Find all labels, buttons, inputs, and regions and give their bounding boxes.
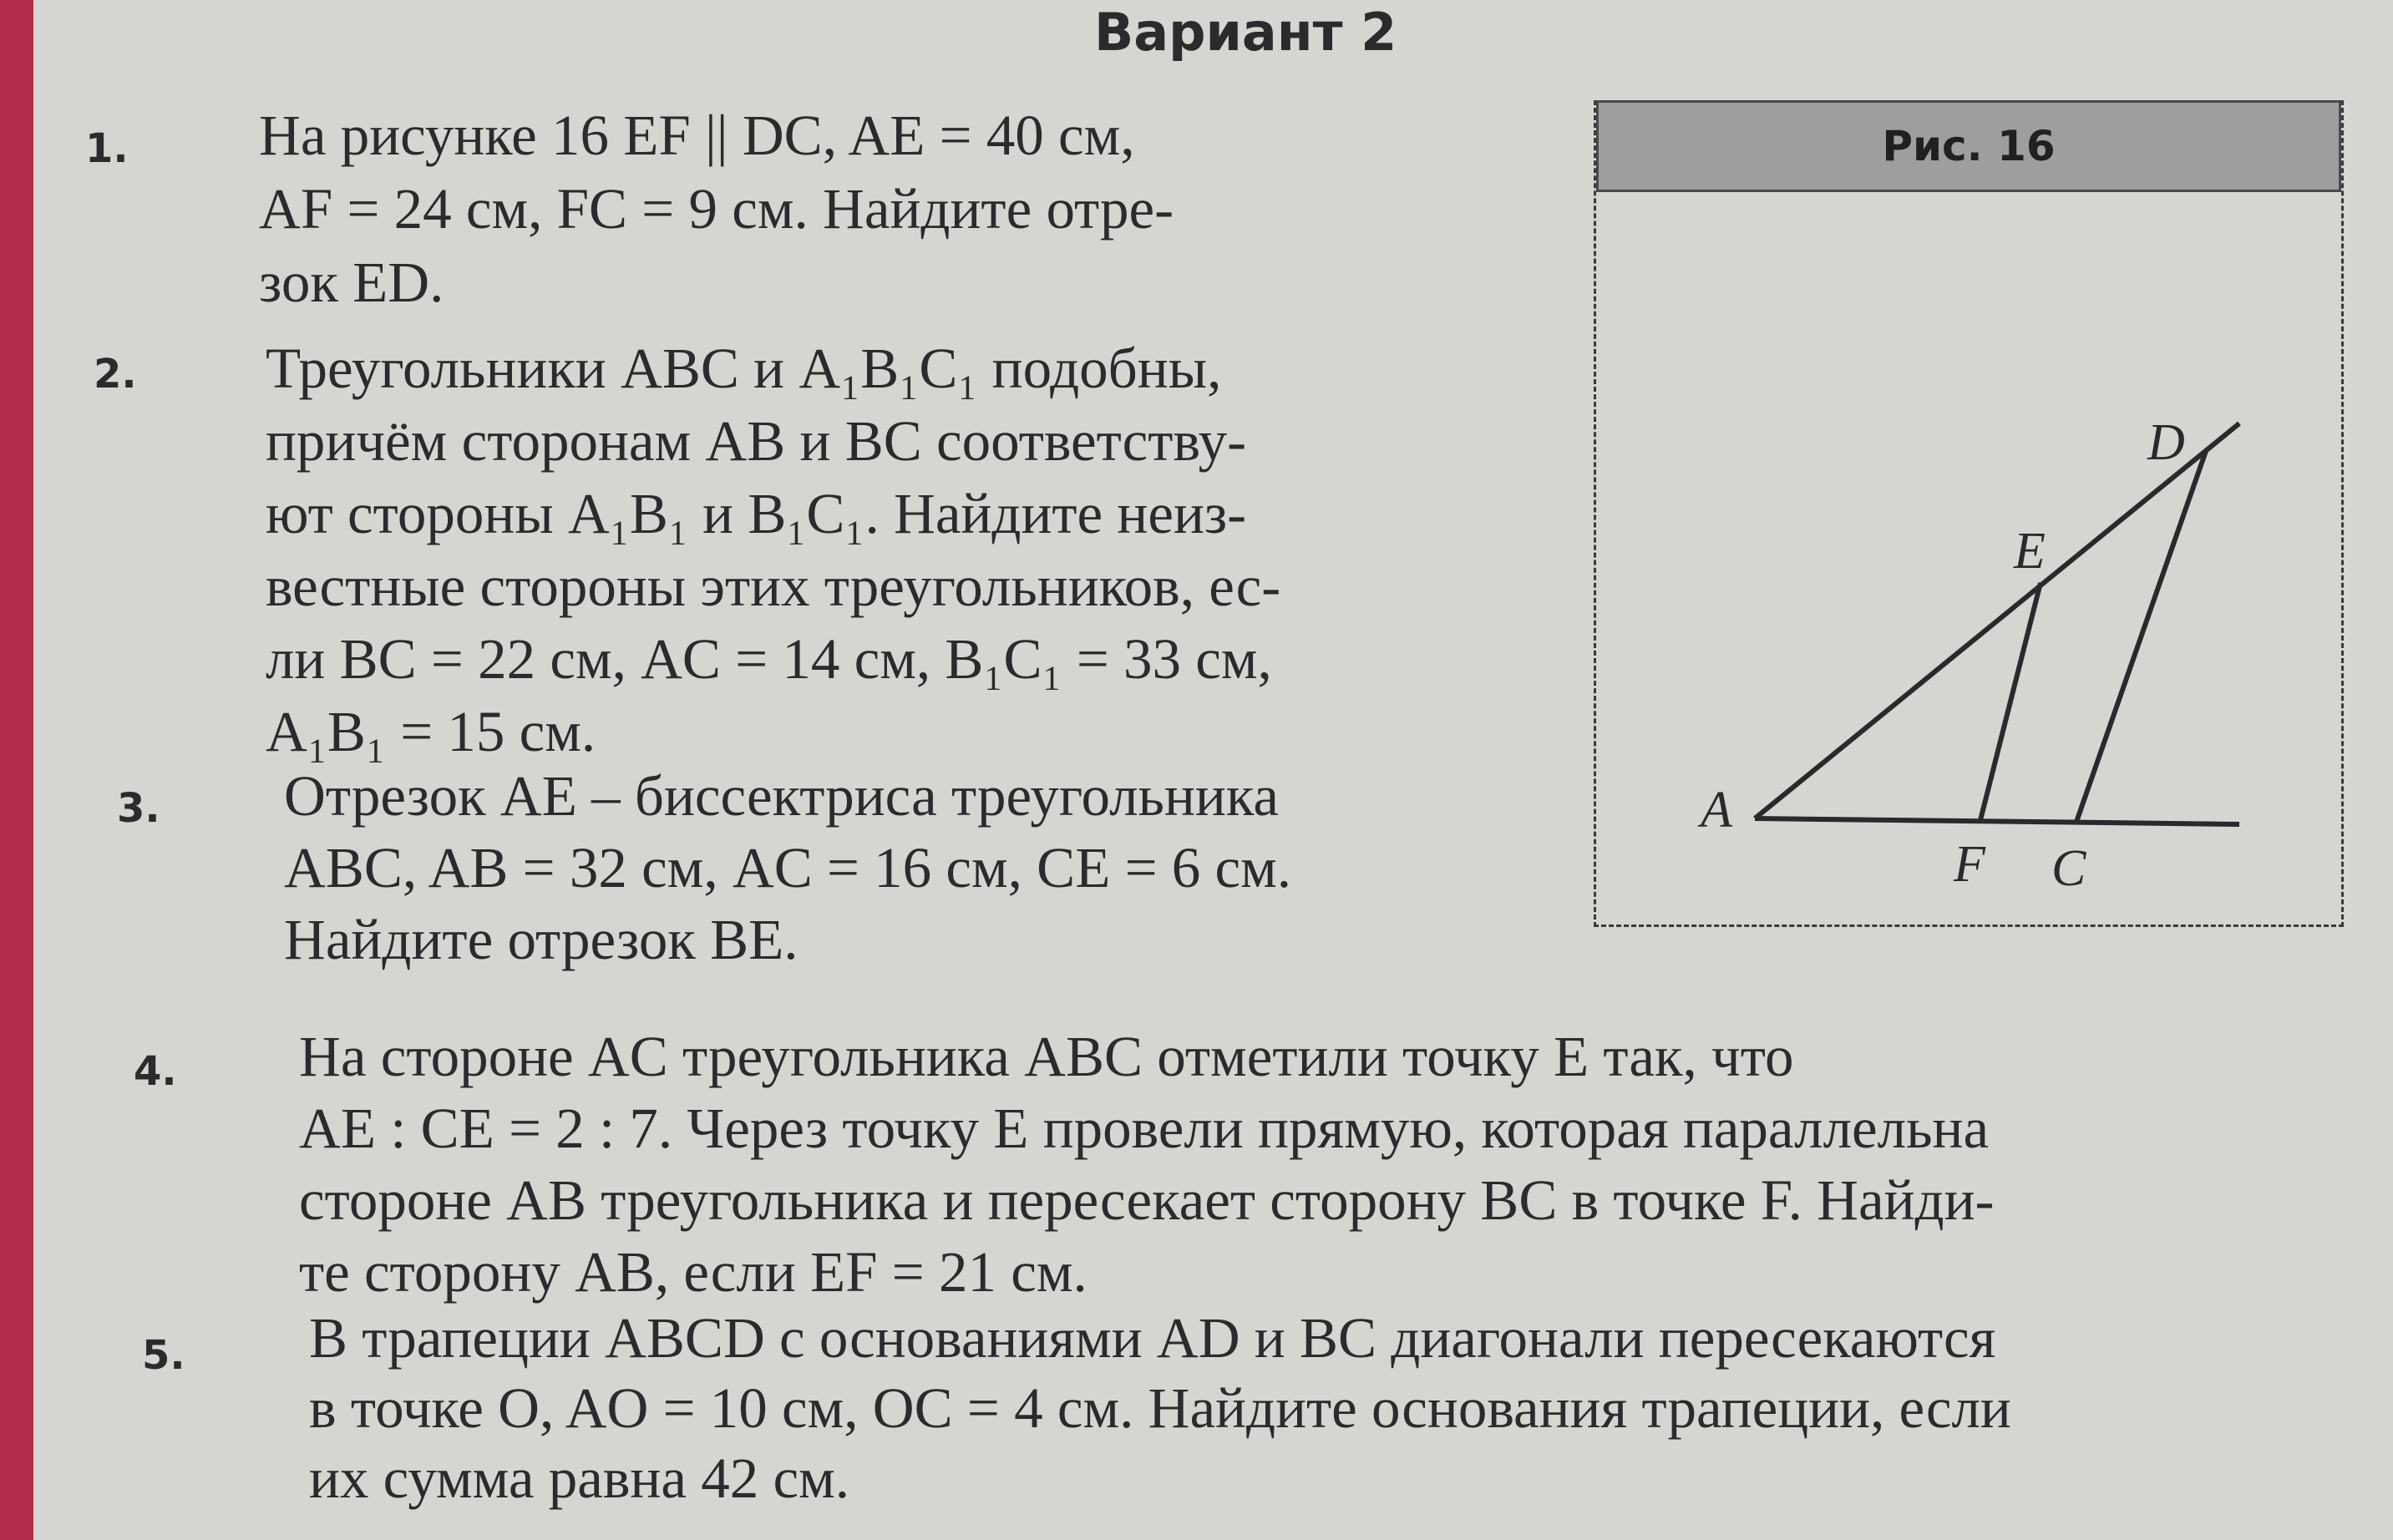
geometry-diagram [1596, 192, 2341, 919]
problem-1-number: 1. [85, 125, 129, 172]
point-label-d: D [2147, 414, 2185, 471]
problem-2-line: вестные стороны этих треугольников, ес- [266, 555, 1281, 618]
segment-ef [1980, 583, 2041, 820]
point-label-c: C [2051, 840, 2086, 897]
figure-16 [1594, 100, 2344, 927]
problem-3-number: 3. [117, 785, 160, 832]
problem-3-line: Отрезок AE – биссектриса треугольника [284, 764, 1279, 828]
point-label-e: E [2014, 523, 2046, 580]
problem-4-line: На стороне AC треугольника ABC отметили точку E так, что [299, 1025, 1794, 1088]
problem-5-text [309, 1303, 2364, 1513]
problem-5-number: 5. [142, 1332, 185, 1379]
problem-4-line: стороне AB треугольника и пересекает сторону BC в точке F. Найди- [299, 1168, 1995, 1232]
variant-heading: Вариант 2 [1094, 2, 1397, 63]
figure-caption: Рис. 16 [1596, 100, 2341, 192]
problem-2-line: причём сторонам AB и BC соответству- [266, 409, 1247, 473]
problem-4-text [299, 1021, 2362, 1308]
point-label-f: F [1954, 836, 1985, 893]
problem-2-line: Треугольники ABC и A₁B₁C₁ подобны, [266, 337, 1222, 400]
problem-4-line: те сторону AB, если EF = 21 см. [299, 1240, 1087, 1304]
problem-2-number: 2. [94, 351, 137, 398]
problem-5-line: В трапеции ABCD с основаниями AD и BC диагонали пересекаются [309, 1306, 1996, 1370]
problem-3-line: ABC, AB = 32 см, AC = 16 см, CE = 6 см. [284, 836, 1292, 899]
point-label-a: A [1701, 782, 1732, 838]
worksheet-page [33, 0, 2393, 1540]
problem-5-line: в точке O, AO = 10 см, OC = 4 см. Найдите основания трапеции, если [309, 1376, 2011, 1440]
problem-3-text [284, 760, 1554, 975]
problem-2-line: ют стороны A₁B₁ и B₁C₁. Найдите неиз- [266, 482, 1247, 545]
problem-1-line: На рисунке 16 EF || DC, AE = 40 см, [259, 104, 1135, 167]
problem-2-text [266, 332, 1552, 768]
problem-1-line: зок ED. [259, 251, 444, 314]
problem-1-text [259, 99, 1545, 319]
problem-5-line: их сумма равна 42 см. [309, 1446, 850, 1510]
problem-4-number: 4. [134, 1048, 177, 1095]
problem-4-line: AE : CE = 2 : 7. Через точку E провели прямую, которая параллельна [299, 1097, 1990, 1160]
line-af-c [1755, 818, 2239, 824]
problem-2-line: A₁B₁ = 15 см. [266, 700, 596, 763]
problem-1-line: AF = 24 см, FC = 9 см. Найдите отре- [259, 177, 1174, 241]
problem-3-line: Найдите отрезок BE. [284, 908, 799, 971]
problem-2-line: ли BC = 22 см, AC = 14 см, B₁C₁ = 33 см, [266, 627, 1272, 691]
